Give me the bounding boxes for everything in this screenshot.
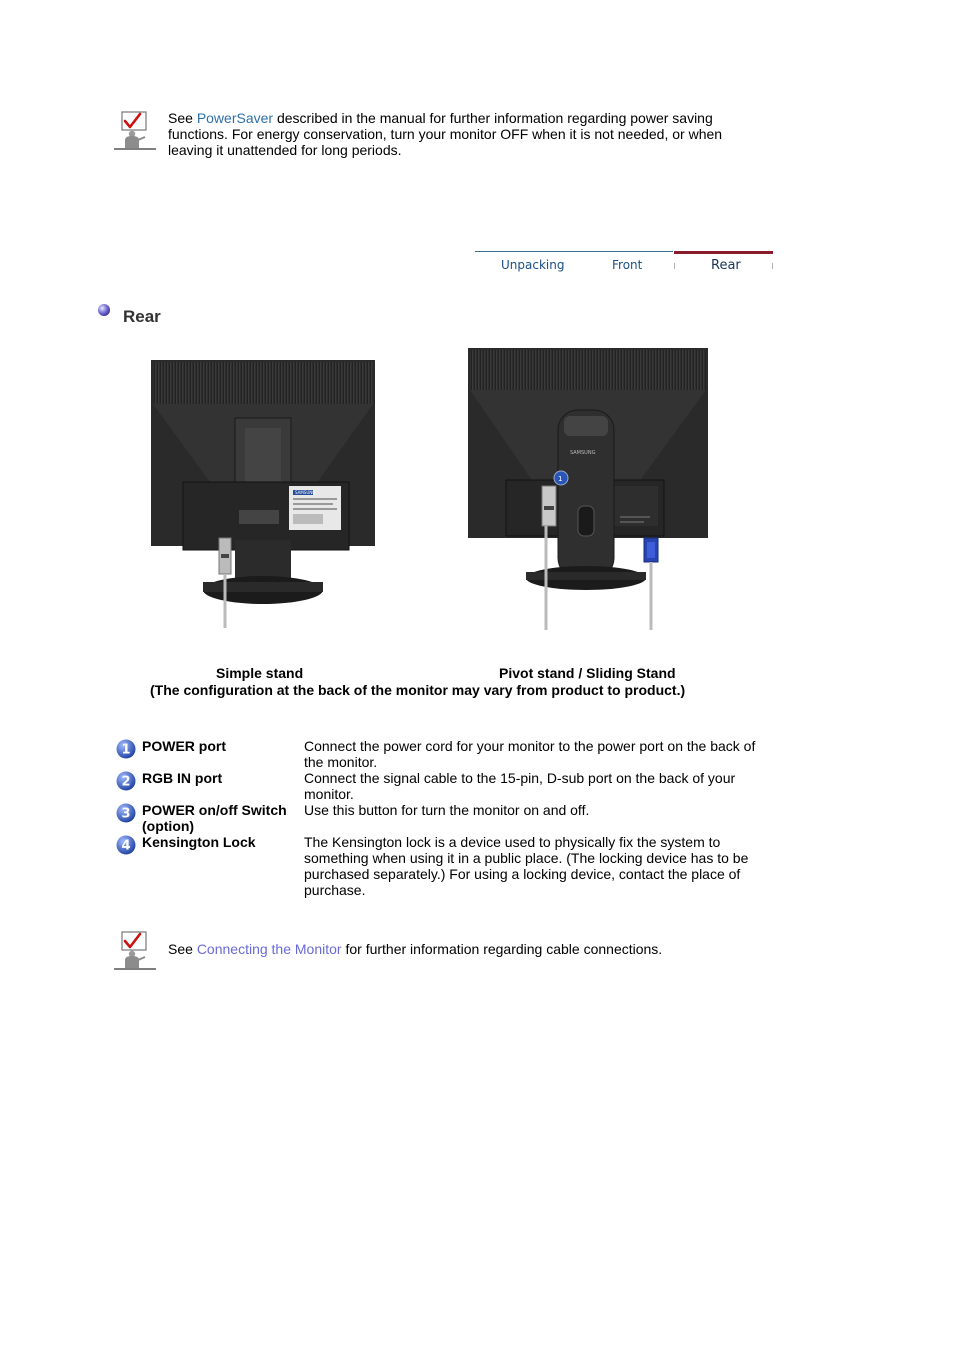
- bullet-orb-icon: [97, 303, 111, 317]
- port-label-kensington: Kensington Lock: [142, 834, 256, 850]
- port-desc-rgb-in: Connect the signal cable to the 15-pin, D-sub port on the back of your monitor.: [304, 770, 736, 802]
- note-bottom-text: See Connecting the Monitor for further information regarding cable connections.: [168, 941, 663, 957]
- powersaver-link[interactable]: PowerSaver: [196, 110, 274, 126]
- caption-simple-stand: Simple stand: [216, 665, 304, 681]
- tab-unpacking[interactable]: Unpacking: [501, 258, 565, 272]
- tab-front[interactable]: Front: [612, 258, 643, 272]
- note-check-icon: [112, 930, 158, 970]
- port-label-power-switch: POWER on/off Switch (option): [142, 802, 287, 834]
- monitor-rear-pivot-stand-image: [466, 346, 711, 631]
- tab-divider-right: [772, 263, 773, 269]
- ports-table: [114, 737, 764, 907]
- svg-text:1: 1: [121, 742, 131, 758]
- svg-text:3: 3: [121, 806, 131, 822]
- left-monitor-logo: SAMSUNG: [295, 490, 316, 495]
- svg-text:2: 2: [121, 774, 131, 790]
- tab-divider: [674, 263, 675, 269]
- note-top-text: See PowerSaver described in the manual for further information regarding power saving functions. For energy conservation, turn your monitor OFF when it is not needed, or when leaving it unattended for long periods.: [168, 110, 723, 158]
- right-monitor-logo: SAMSUNG: [570, 450, 596, 456]
- tab-active-bar: [674, 251, 773, 254]
- svg-text:1: 1: [558, 475, 563, 483]
- svg-text:4: 4: [121, 838, 131, 854]
- number-4-badge-icon: [116, 835, 136, 855]
- number-1-badge-icon: [116, 739, 136, 759]
- tab-bar-line: [475, 251, 673, 252]
- monitor-rear-simple-stand-image: [149, 358, 379, 633]
- port-desc-kensington: The Kensington lock is a device used to physically fix the system to something when using it in a public place. (The locking device has to be purchased separately.) For using a locking device, contact the place of purchase.: [304, 834, 749, 898]
- port-label-rgb-in: RGB IN port: [142, 770, 223, 786]
- port-label-power: POWER port: [142, 738, 226, 754]
- section-title: Rear: [123, 307, 161, 326]
- connecting-monitor-link[interactable]: Connecting the Monitor: [196, 941, 342, 957]
- note-top: [112, 110, 762, 160]
- number-3-badge-icon: [116, 803, 136, 823]
- caption-config-note: (The configuration at the back of the monitor may vary from product to product.): [150, 682, 686, 698]
- caption-pivot-stand: Pivot stand / Sliding Stand: [499, 665, 676, 681]
- note-bottom: [112, 930, 762, 970]
- tab-rear[interactable]: Rear: [711, 258, 741, 273]
- note-check-icon: [112, 110, 158, 150]
- port-desc-power-switch: Use this button for turn the monitor on and off.: [304, 802, 590, 818]
- tab-bar: [475, 251, 773, 273]
- number-2-badge-icon: [116, 771, 136, 791]
- port-desc-power: Connect the power cord for your monitor to the power port on the back of the monitor.: [304, 738, 756, 770]
